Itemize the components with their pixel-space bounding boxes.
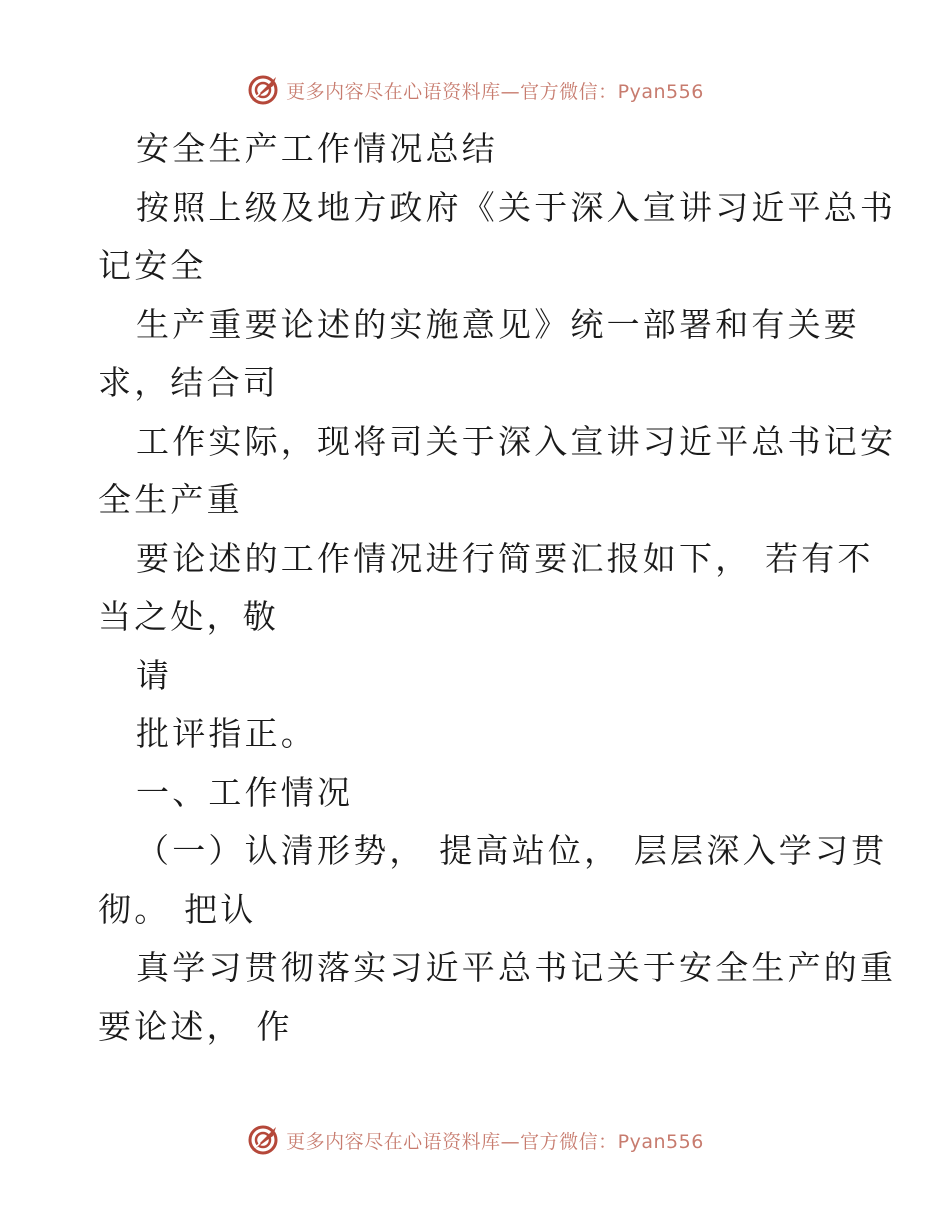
watermark-text: 更多内容尽在心语资料库—官方微信：Pyan556	[286, 80, 704, 103]
text-line: 请	[136, 655, 173, 695]
text-line: 当之处，敬	[98, 597, 279, 636]
text-line: 工作实际，现将司关于深入宣讲习近平总书记安	[136, 421, 897, 461]
text-line: 批评指正。	[136, 714, 317, 753]
text-line: 全生产重	[98, 480, 243, 519]
text-line: 按照上级及地方政府《关于深入宣讲习近平总书	[136, 187, 897, 227]
text-line: 要论述的工作情况进行简要汇报如下， 若有不	[136, 538, 874, 578]
text-line: 求，结合司	[98, 363, 279, 402]
watermark-banner-bottom	[0, 1120, 950, 1160]
text-line: 安全生产工作情况总结	[136, 129, 498, 168]
text-line: 真学习贯彻落实习近平总书记关于安全生产的重	[136, 948, 897, 987]
document-body	[98, 120, 897, 1056]
text-line: 记安全	[98, 246, 207, 285]
quill-logo-icon	[246, 1123, 280, 1157]
quill-logo-icon	[246, 73, 280, 107]
watermark-banner-top	[0, 70, 950, 110]
text-line: （一）认清形势， 提高站位， 层层深入学习贯	[136, 831, 888, 870]
watermark-text: 更多内容尽在心语资料库—官方微信：Pyan556	[286, 1130, 704, 1153]
text-line: 彻。 把认	[98, 889, 257, 929]
text-line: 一、工作情况	[136, 772, 354, 812]
text-line: 生产重要论述的实施意见》统一部署和有关要	[136, 304, 860, 344]
text-line: 要论述， 作	[98, 1006, 293, 1046]
